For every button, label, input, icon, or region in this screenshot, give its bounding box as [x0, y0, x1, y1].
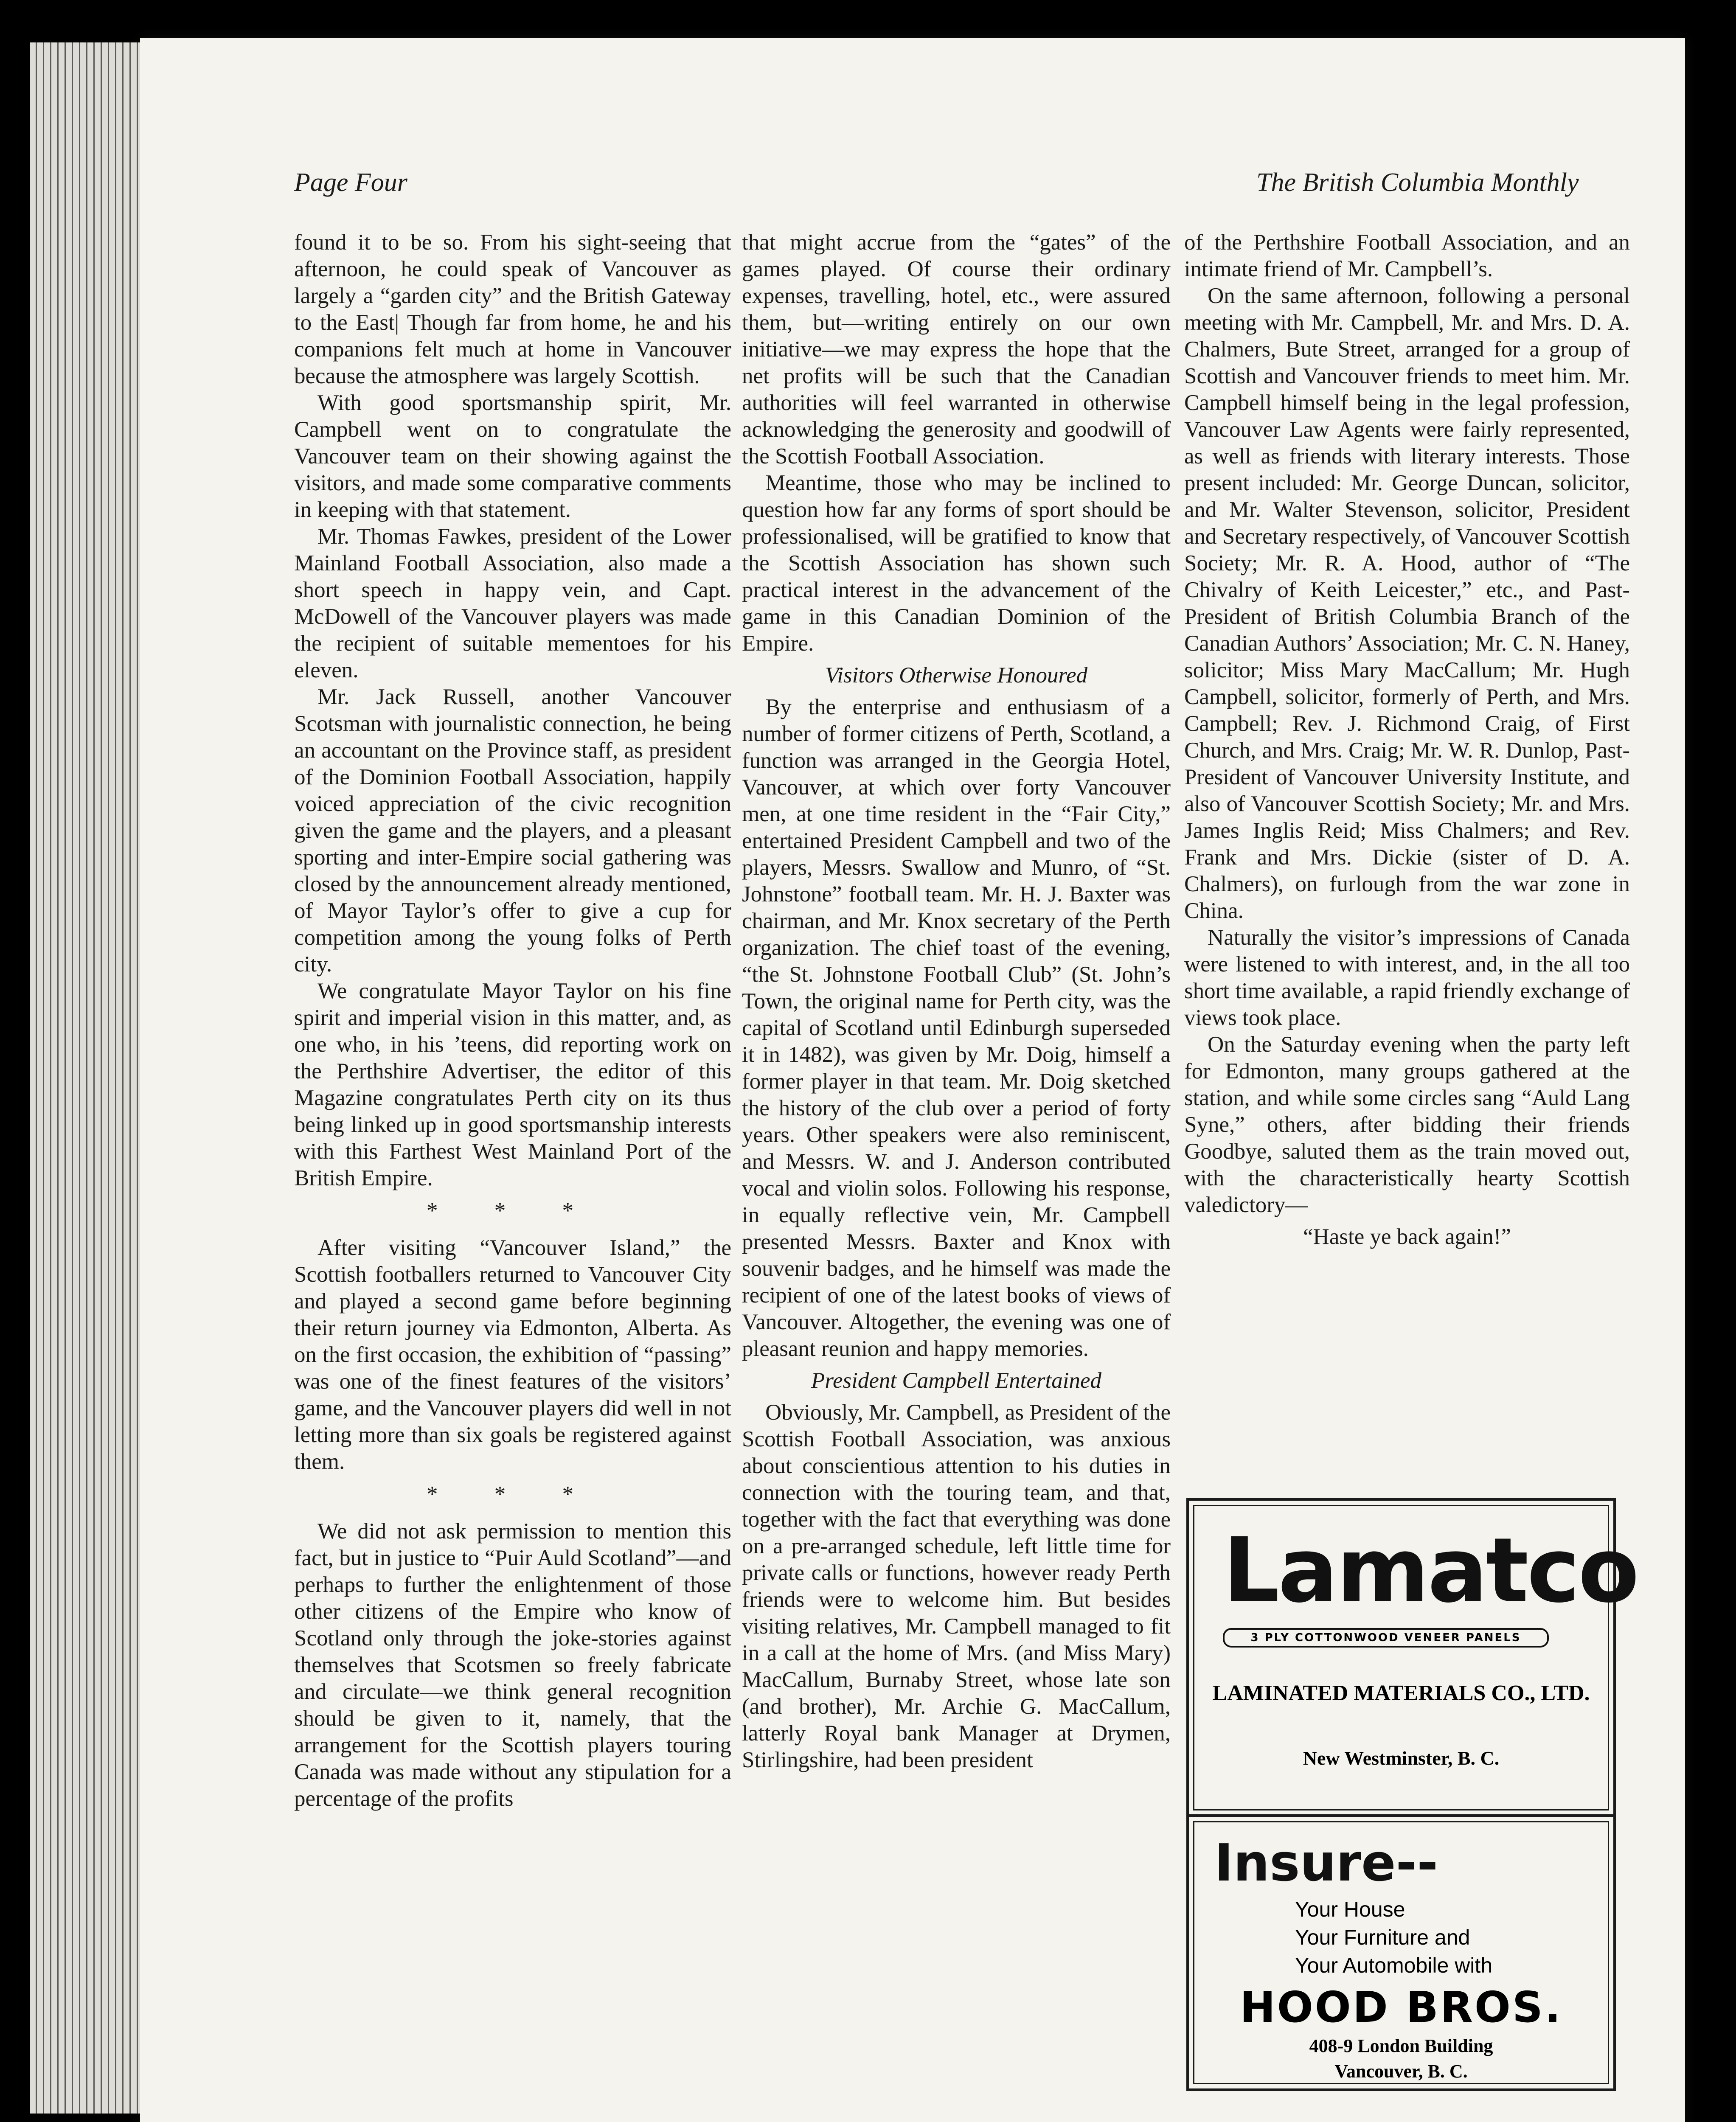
article-column-2: [742, 229, 1171, 1774]
hood-headline: Insure--: [1214, 1834, 1438, 1893]
hood-bros-advertisement: [1186, 1814, 1616, 2091]
lamatco-logo: Lamatco: [1223, 1519, 1638, 1622]
hood-address-line: Vancouver, B. C.: [1334, 2061, 1468, 2082]
paragraph: of the Perthshire Football Association, and an intimate friend of Mr. Campbell’s.: [1184, 230, 1630, 281]
hood-address: [1189, 2033, 1613, 2084]
lamatco-company-name: LAMINATED MATERIALS CO., LTD.: [1212, 1681, 1590, 1705]
lamatco-location: New Westminster, B. C.: [1303, 1747, 1500, 1769]
paragraph: We congratulate Mayor Taylor on his fine spirit and imperial vision in this matter, and, as one who, in his ’teens, did reporting work on the Perthshire Advertiser, the editor of this Magazine congratulates Perth city on its thus being linked up in good sportsmanship interests with this Farthest West Mainland Port of the British Empire.: [294, 979, 731, 1190]
book-page-edges: [30, 42, 144, 2114]
subheading: Visitors Otherwise Honoured: [825, 663, 1088, 688]
subheading: President Campbell Entertained: [811, 1368, 1101, 1393]
paragraph: that might accrue from the “gates” of the games played. Of course their ordinary expenses, travelling, hotel, etc., were assured them, but—writing entirely on our own initiative—we may express the hope that the net profits will be such that the Canadian authorities will feel warranted in otherwise acknowledging the generosity and goodwill of the Scottish Football Association.: [742, 230, 1171, 469]
section-separator: * * *: [427, 1482, 599, 1507]
paragraph: On the same afternoon, following a personal meeting with Mr. Campbell, Mr. and Mrs. D. A. Chalmers, Bute Street, arranged for a group of Scottish and Vancouver friends to meet him. Mr. Campbell himself being in the legal profession, Vancouver Law Agents were fairly represented, as well as friends with literary interests. Those present included: Mr. George Duncan, solicitor, and Mr. Walter Stevenson, solicitor, President and Secretary respectively, of Vancouver Scottish Society; Mr. R. A. Hood, author of “The Chivalry of Keith Leicester,” etc., and Past-President of British Columbia Branch of the Canadian Authors’ Association; Mr. C. N. Haney, solicitor; Miss Mary MacCallum; Mr. Hugh Campbell, solicitor, formerly of Perth, and Mrs. Campbell; Rev. J. Richmond Craig, of First Church, and Mrs. Craig; Mr. W. R. Dunlop, Past-President of Vancouver University Institute, and also of Vancouver Scottish Society; Mr. and Mrs. James Inglis Reid; Miss Chalmers; and Rev. Frank and Mrs. Dickie (sister of D. A. Chalmers), on furlough from the war zone in China.: [1184, 283, 1630, 923]
hood-line: Your Automobile with: [1295, 1954, 1493, 1977]
article-column-1: [294, 229, 731, 1812]
paragraph: With good sportsmanship spirit, Mr. Campbell went on to congratulate the Vancouver team on their showing against the visitors, and made some comparative comments in keeping with that statement.: [294, 390, 731, 522]
paragraph: On the Saturday evening when the party left for Edmonton, many groups gathered at the station, and while some circles sang “Auld Lang Syne,” others, after bidding their friends Goodbye, saluted them as the train moved out, with the characteristically hearty Scottish valedictory—: [1184, 1032, 1630, 1217]
hood-lines: [1295, 1895, 1492, 1979]
paragraph: We did not ask permission to mention this fact, but in justice to “Puir Auld Scotland”—and perhaps to further the enlightenment of those other citizens of the Empire who know of Scotland only through the joke-stories against themselves that Scotsmen so freely fabricate and circulate—we think general recognition should be given to it, namely, that the arrangement for the Scottish players touring Canada was made without any stipulation for a percentage of the profits: [294, 1519, 731, 1811]
lamatco-tagline: 3 PLY COTTONWOOD VENEER PANELS: [1223, 1628, 1549, 1648]
paragraph: found it to be so. From his sight-seeing that afternoon, he could speak of Vancouver as largely a “garden city” and the British Gateway to the East| Though far from home, he and his companions felt much at home in Vancouver because the atmosphere was largely Scottish.: [294, 230, 731, 388]
lamatco-advertisement: [1186, 1498, 1638, 1817]
paragraph: Mr. Jack Russell, another Vancouver Scotsman with journalistic connection, he being an accountant on the Province staff, as president of the Dominion Football Association, happily voiced appreciation of the civic recognition given the game and the players, and a pleasant sporting and inter-Empire social gathering was closed by the announcement already mentioned, of Mayor Taylor’s offer to give a cup for competition among the young folks of Perth city.: [294, 685, 731, 977]
hood-company-name: HOOD BROS.: [1240, 1982, 1562, 2032]
section-separator: * * *: [427, 1199, 599, 1223]
running-header-page-label: Page Four: [294, 168, 407, 197]
article-column-3: [1184, 229, 1630, 1255]
paragraph: After visiting “Vancouver Island,” the Scottish footballers returned to Vancouver City and played a second game before beginning their return journey via Edmonton, Alberta. As on the first occasion, the exhibition of “passing” was one of the finest features of the visitors’ game, and the Vancouver players did well in not letting more than six goals be registered against them.: [294, 1235, 731, 1474]
paragraph: Mr. Thomas Fawkes, president of the Lower Mainland Football Association, also made a short speech in happy vein, and Capt. McDowell of the Vancouver players was made the recipient of suitable mementoes for his eleven.: [294, 524, 731, 682]
paragraph: Naturally the visitor’s impressions of Canada were listened to with interest, and, in the all too short time available, a rapid friendly exchange of views took place.: [1184, 925, 1630, 1030]
hood-line: Your House: [1295, 1897, 1405, 1921]
paragraph: Obviously, Mr. Campbell, as President of the Scottish Football Association, was anxious about conscientious attention to his duties in connection with the touring team, and that, together with the fact that everything was done on a pre-arranged schedule, left little time for private calls or functions, however ready Perth friends were to welcome him. But besides visiting relatives, Mr. Campbell managed to fit in a call at the home of Mrs. (and Miss Mary) MacCallum, Burnaby Street, whose late son (and brother), Mr. Archie G. MacCallum, latterly Royal bank Manager at Drymen, Stirlingshire, had been president: [742, 1400, 1171, 1772]
paragraph: By the enterprise and enthusiasm of a number of former citizens of Perth, Scotland, a function was arranged in the Georgia Hotel, Vancouver, at which over forty Vancouver men, at one time resident in the “Fair City,” entertained President Campbell and two of the players, Messrs. Swallow and Munro, of “St. Johnstone” football team. Mr. H. J. Baxter was chairman, and Mr. Knox secretary of the Perth organization. The chief toast of the evening, “the St. Johnstone Football Club” (St. John’s Town, the original name for Perth city, was the capital of Scotland until Edinburgh superseded it in 1482), was given by Mr. Doig, himself a former player in that team. Mr. Doig sketched the history of the club over a period of forty years. Other speakers were also reminiscent, and Messrs. W. and J. Anderson contributed vocal and violin solos. Following his response, in equally reflective vein, Mr. Campbell presented Messrs. Baxter and Knox with souvenir badges, and he himself was made the recipient of one of the latest books of views of Vancouver. Altogether, the evening was one of pleasant reunion and happy memories.: [742, 695, 1171, 1361]
closing-quote: “Haste ye back again!”: [1303, 1224, 1511, 1249]
hood-address-line: 408-9 London Building: [1309, 2035, 1493, 2056]
hood-line: Your Furniture and: [1295, 1926, 1470, 1949]
paragraph: Meantime, those who may be inclined to question how far any forms of sport should be professionalised, will be gratified to know that the Scottish Association has shown such practical interest in the advancement of the game in this Canadian Dominion of the Empire.: [742, 471, 1171, 656]
running-header-publication: The British Columbia Monthly: [1256, 168, 1579, 197]
